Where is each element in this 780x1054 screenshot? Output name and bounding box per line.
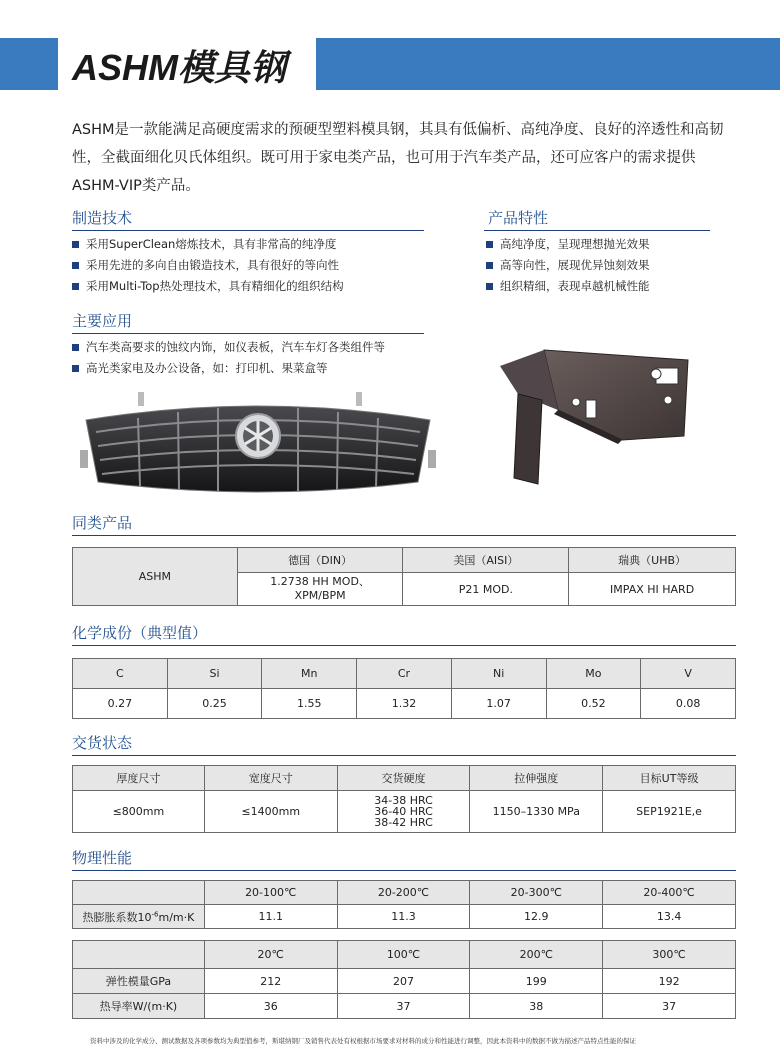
row-label: 热导率W/(m·K) xyxy=(73,994,205,1019)
table-cell xyxy=(337,791,470,833)
equivalents-table xyxy=(72,547,736,606)
table-cell: 13.4 xyxy=(603,905,736,929)
manufacturing-list xyxy=(72,234,432,297)
table-header: 200℃ xyxy=(470,941,603,969)
table-header: 目标UT等级 xyxy=(603,766,736,791)
table-header: Mo xyxy=(546,659,641,689)
table-cell xyxy=(237,573,403,606)
hardness-line: 38-42 HRC xyxy=(374,816,433,829)
din-line: XPM/BPM xyxy=(294,589,346,602)
list-item: 汽车类高要求的蚀纹内饰，如仪表板，汽车车灯各类组件等 xyxy=(72,337,452,358)
din-line: 1.2738 HH MOD、 xyxy=(270,575,370,588)
list-item: 组织精细，表现卓越机械性能 xyxy=(486,276,726,297)
label-superscript: -6 xyxy=(151,909,159,918)
table-cell: 0.27 xyxy=(73,689,168,719)
table-cell: 37 xyxy=(337,994,470,1019)
delivery-table xyxy=(72,765,736,833)
list-item: 采用SuperClean熔炼技术，具有非常高的纯净度 xyxy=(72,234,432,255)
table-header: 20-300℃ xyxy=(470,881,603,905)
table-cell: 0.25 xyxy=(167,689,262,719)
chemistry-divider xyxy=(72,645,736,646)
hardness-line: 36-40 HRC xyxy=(374,805,433,818)
car-grille-image xyxy=(78,390,438,502)
row-label: 弹性模量GPa xyxy=(73,969,205,994)
table-header: 美国（AISI） xyxy=(403,548,569,573)
manufacturing-divider xyxy=(72,230,424,231)
table-cell: 212 xyxy=(204,969,337,994)
table-cell: 11.3 xyxy=(337,905,470,929)
table-cell: 1.32 xyxy=(357,689,452,719)
table-header: 宽度尺寸 xyxy=(204,766,337,791)
table-cell: P21 MOD. xyxy=(403,573,569,606)
table-header xyxy=(73,881,205,905)
physical-title: 物理性能 xyxy=(72,849,133,867)
delivery-title: 交货状态 xyxy=(72,734,133,752)
table-cell: 36 xyxy=(204,994,337,1019)
table-cell: 12.9 xyxy=(470,905,603,929)
table-header xyxy=(73,941,205,969)
table-cell: 207 xyxy=(337,969,470,994)
physical-divider xyxy=(72,870,736,871)
table-cell: 0.08 xyxy=(641,689,736,719)
table-cell: IMPAX HI HARD xyxy=(569,573,736,606)
table-header: 100℃ xyxy=(337,941,470,969)
header-accent-right xyxy=(316,38,780,90)
table-header: 德国（DIN） xyxy=(237,548,403,573)
features-title: 产品特性 xyxy=(488,209,549,227)
thermal-table xyxy=(72,940,736,1019)
table-cell: 192 xyxy=(603,969,736,994)
table-header: Mn xyxy=(262,659,357,689)
table-cell: 199 xyxy=(470,969,603,994)
list-item: 高光类家电及办公设备，如：打印机、果菜盒等 xyxy=(72,358,452,379)
table-header: 20℃ xyxy=(204,941,337,969)
list-item: 采用Multi-Top热处理技术，具有精细化的组织结构 xyxy=(72,276,432,297)
chemistry-title: 化学成份（典型值） xyxy=(72,624,208,642)
label-part: 热膨胀系数10 xyxy=(82,910,152,924)
applications-title: 主要应用 xyxy=(72,312,133,330)
table-cell: ≤800mm xyxy=(73,791,205,833)
equivalents-divider xyxy=(72,535,736,536)
applications-divider xyxy=(72,333,424,334)
label-part: m/m·K xyxy=(158,910,195,924)
features-list xyxy=(486,234,726,297)
features-divider xyxy=(484,230,710,231)
table-cell: ASHM xyxy=(73,548,238,606)
table-cell: 1.55 xyxy=(262,689,357,719)
header-accent-left xyxy=(0,38,58,90)
table-header: Ni xyxy=(451,659,546,689)
footnote: 资料中涉及的化学成分、测试数据及各项参数均为典型值参考，斯堪纳钢厂及销售代表处有权根据市场要求对材料的成分和性能进行调整，因此本资料中的数据不做为描述产品特点性能的保证 xyxy=(90,1037,636,1045)
table-cell: 1150–1330 MPa xyxy=(470,791,603,833)
table-cell: 37 xyxy=(603,994,736,1019)
table-cell: SEP1921E,e xyxy=(603,791,736,833)
table-cell: 1.07 xyxy=(451,689,546,719)
table-header: C xyxy=(73,659,168,689)
list-item: 高等向性，展现优异蚀刻效果 xyxy=(486,255,726,276)
table-cell: 38 xyxy=(470,994,603,1019)
table-cell: ≤1400mm xyxy=(204,791,337,833)
expansion-table xyxy=(72,880,736,929)
delivery-divider xyxy=(72,755,736,756)
intro-paragraph: ASHM是一款能满足高硬度需求的预硬型塑料模具钢，其具有低偏析、高纯净度、良好的淬透性和高韧性，全截面细化贝氏体组织。既可用于家电类产品，也可用于汽车类产品，还可应客户的需求提供ASHM-VIP类产品。 xyxy=(72,122,724,194)
table-header: 20-400℃ xyxy=(603,881,736,905)
table-cell: 0.52 xyxy=(546,689,641,719)
table-header: 20-200℃ xyxy=(337,881,470,905)
equivalents-title: 同类产品 xyxy=(72,514,133,532)
list-item: 采用先进的多向自由锻造技术，具有很好的等向性 xyxy=(72,255,432,276)
table-header: V xyxy=(641,659,736,689)
table-header: 交货硬度 xyxy=(337,766,470,791)
table-header: 厚度尺寸 xyxy=(73,766,205,791)
table-header: 拉伸强度 xyxy=(470,766,603,791)
manufacturing-title: 制造技术 xyxy=(72,209,133,227)
applications-list xyxy=(72,337,452,379)
table-header: Si xyxy=(167,659,262,689)
table-header: 瑞典（UHB） xyxy=(569,548,736,573)
steel-plate-image xyxy=(488,344,698,492)
row-label xyxy=(73,905,205,929)
hardness-line: 34-38 HRC xyxy=(374,794,433,807)
table-header: 20-100℃ xyxy=(204,881,337,905)
chemistry-table xyxy=(72,658,736,719)
table-header: 300℃ xyxy=(603,941,736,969)
table-header: Cr xyxy=(357,659,452,689)
page-title: ASHM模具钢 xyxy=(72,47,286,88)
list-item: 高纯净度，呈现理想抛光效果 xyxy=(486,234,726,255)
table-cell: 11.1 xyxy=(204,905,337,929)
